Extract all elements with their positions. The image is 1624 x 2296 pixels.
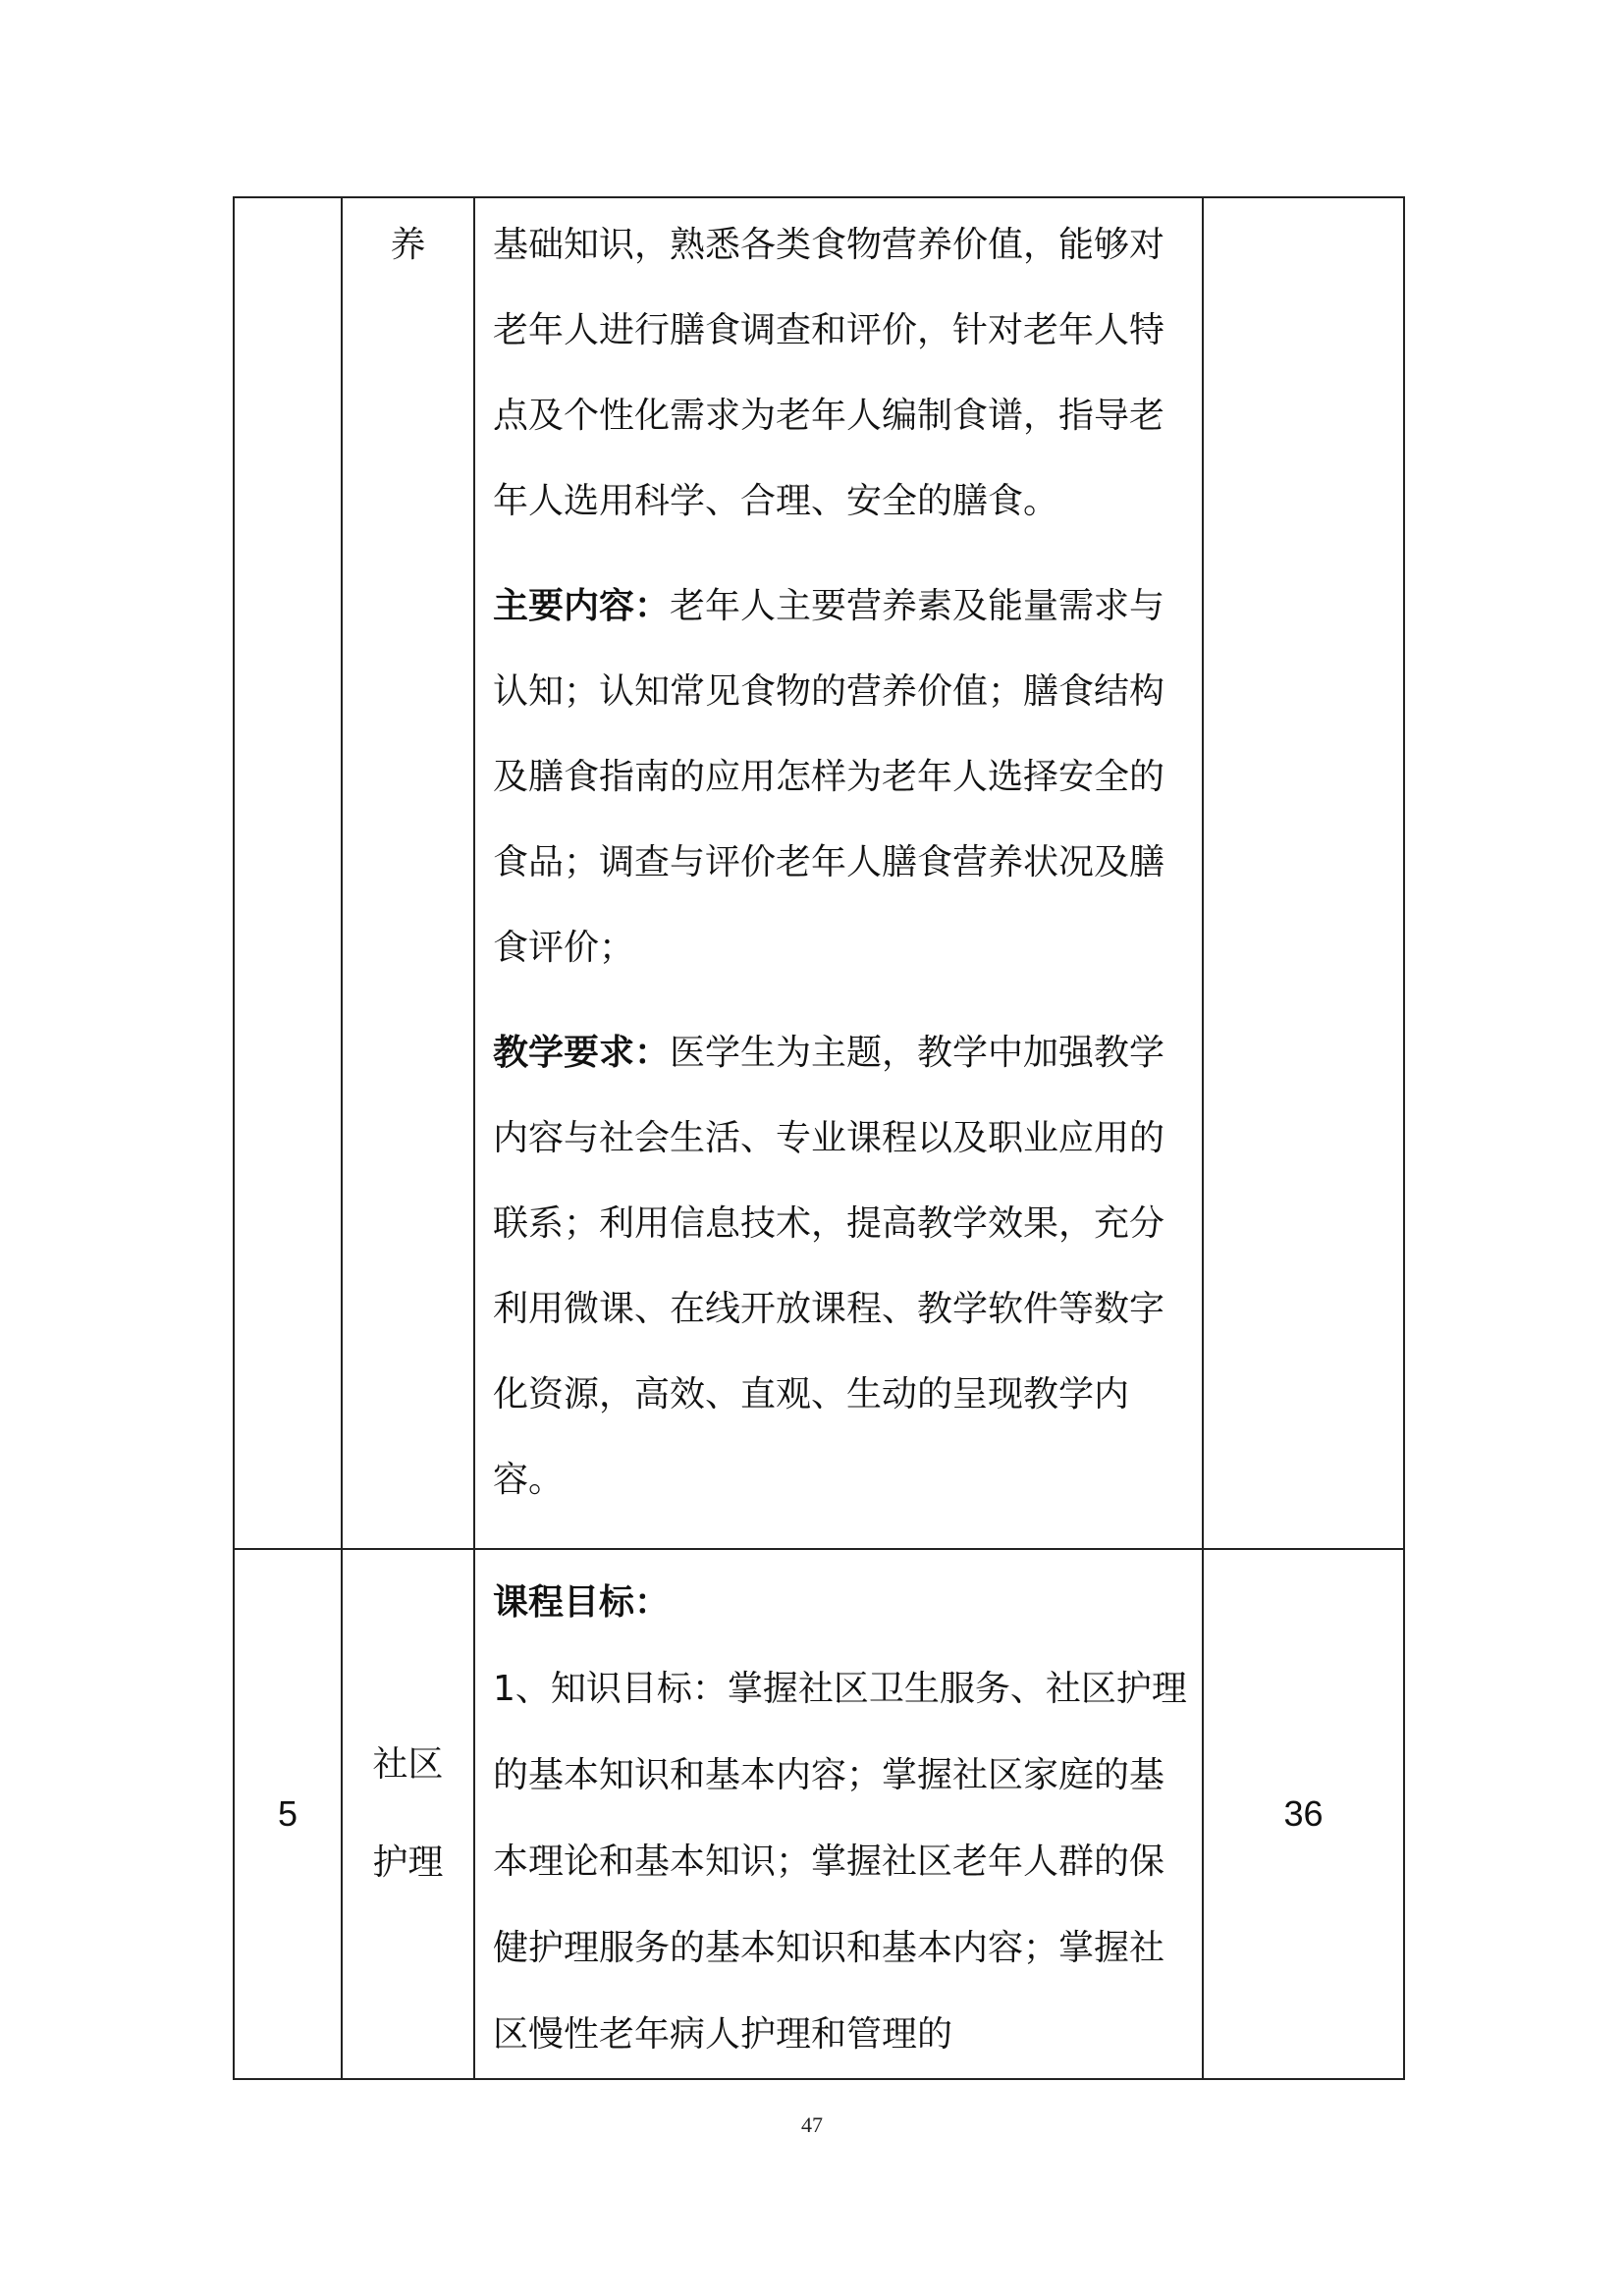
table-row bbox=[234, 197, 1404, 1549]
course-hours-cell: 36 bbox=[1203, 1549, 1404, 2079]
course-name-text: 养 bbox=[390, 225, 426, 265]
course-hours-cell bbox=[1203, 197, 1404, 1549]
curriculum-table bbox=[233, 196, 1405, 2080]
course-number-cell: 5 bbox=[234, 1549, 342, 2079]
course-name-line-1: 社区 bbox=[372, 1744, 444, 1785]
course-name-line-2: 护理 bbox=[372, 1842, 444, 1883]
course-description-cell bbox=[474, 197, 1203, 1549]
course-number-cell bbox=[234, 197, 342, 1549]
teaching-requirement-paragraph bbox=[493, 1010, 1190, 1522]
intro-paragraph: 基础知识，熟悉各类食物营养价值，能够对老年人进行膳食调查和评价，针对老年人特点及个性化需求为老年人编制食谱，指导老年人选用科学、合理、安全的膳食。 bbox=[493, 225, 1165, 521]
table-row bbox=[234, 1549, 1404, 2079]
teaching-requirement-text: 医学生为主题，教学中加强教学内容与社会生活、专业课程以及职业应用的联系；利用信息技术，提高教学效果，充分利用微课、在线开放课程、教学软件等数字化资源，高效、直观、生动的呈现教学内容。 bbox=[493, 1033, 1165, 1500]
main-content-text: 老年人主要营养素及能量需求与认知；认知常见食物的营养价值；膳食结构及膳食指南的应用怎样为老年人选择安全的食品；调查与评价老年人膳食营养状况及膳食评价； bbox=[493, 586, 1165, 968]
course-goal-text: 1、知识目标：掌握社区卫生服务、社区护理的基本知识和基本内容；掌握社区家庭的基本理论和基本知识；掌握社区老年人群的保健护理服务的基本知识和基本内容；掌握社区慢性老年病人护理和管理的 bbox=[493, 1669, 1187, 2055]
course-description-cell bbox=[474, 1549, 1203, 2079]
main-content-label: 主要内容： bbox=[493, 586, 671, 626]
course-name-cell bbox=[342, 1549, 474, 2079]
course-goal-label: 课程目标： bbox=[493, 1582, 671, 1623]
teaching-requirement-label: 教学要求： bbox=[493, 1033, 671, 1073]
main-content-paragraph bbox=[493, 563, 1190, 990]
page-number: 47 bbox=[801, 2112, 823, 2137]
course-name-cell bbox=[342, 197, 474, 1549]
